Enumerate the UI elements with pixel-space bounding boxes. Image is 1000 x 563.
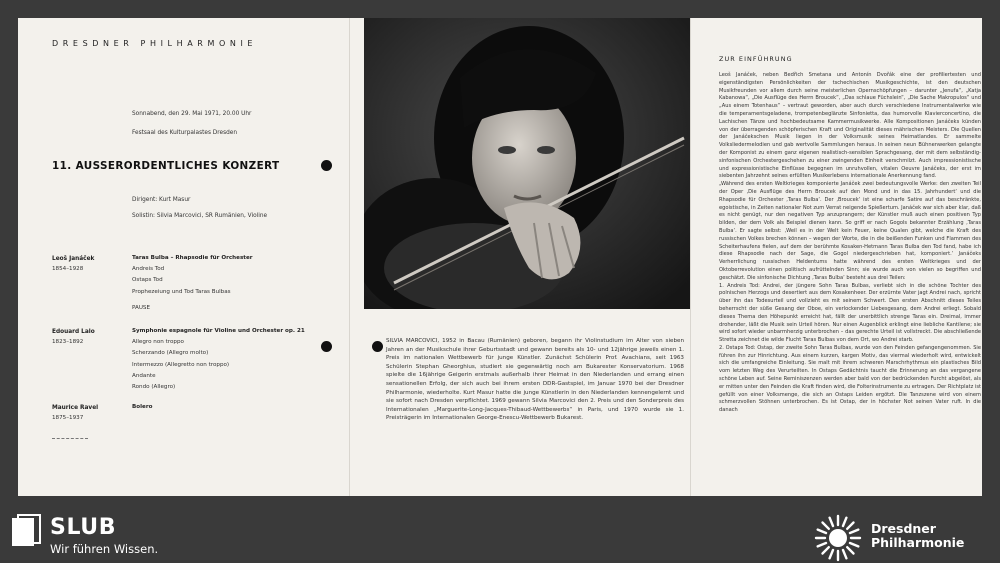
introduction-text (719, 72, 981, 415)
composer-years: 1875–1937 (52, 415, 84, 421)
philharmonie-name-line: Dresdner (871, 521, 936, 536)
concert-date: Sonnabend, den 29. Mai 1971, 20.00 Uhr (132, 111, 252, 117)
movement: Allegro non troppo (132, 339, 184, 346)
philharmonie-logo-name (871, 522, 996, 550)
soloist-photo (364, 18, 690, 309)
movement: Ostaps Tod (132, 277, 163, 284)
movement: Prophezeiung und Tod Taras Bulbas (132, 288, 231, 295)
work-title: Symphonie espagnole für Violine und Orchester op. 21 (132, 328, 305, 334)
movement: Andante (132, 372, 156, 379)
conductor-line: Dirigent: Kurt Masur (132, 197, 191, 203)
intro-paragraph: „Während des ersten Weltkrieges komponierte Janáček zwei bedeutungsvolle Werke: den zweiten Teil der Oper ‚Die Ausflüge des Herrn Broucek auf den Mond und in das 15. Jahrhundert‘ und die Rhapsodie für Orchester ‚Taras Bulba‘. Der ‚Broucek‘ ist eine scharfe Satire auf das beschränkte, egoistische, in Zeiten nationaler Not zum Verrat neigende Spießertum. Janáček war sich aber klar, daß es nicht genügt, nur den negativen Typ anzuprangern; der Künstler muß auch einen positiven Typ bilden, der dem Volk als Beispiel dienen kann. So griff er nach Gogols bekannter Erzählung ‚Taras Bulba‘. Er sagte selbst: ‚Weil es in der Welt kein Feuer, keine Qualen gibt, welche die Kraft des russischen Volkes brechen können – wegen der Worte, die in die beißenden Funken und Flammen des Scheiterhaufens fielen, auf dem der berühmte Kosaken-Hetmann Taras Bulba den Tod fand, habe ich diese Rhapsodie nach der Sage, die Gogol niedergeschrieben hat, komponiert.‘ Janáčeks Verherrlichung russischen Heldentums hatte während des ersten Weltkrieges und der Oktoberrevolution einen politisch aufrüttelnden Sinn; sie wurde auch von vielen so begriffen und geschätzt. Die sinfonische Dichtung ‚Taras Bulba‘ besteht aus drei Teilen: (719, 181, 981, 281)
work-title: Bolero (132, 404, 153, 410)
slub-book-icon (10, 514, 42, 548)
slub-logo-name: SLUB (50, 515, 117, 540)
work-title: Taras Bulba – Rhapsodie für Orchester (132, 255, 253, 261)
philharmonie-name-line: Philharmonie (871, 535, 965, 550)
movement: Scherzando (Allegro molto) (132, 350, 209, 357)
intermission-label: PAUSE (132, 305, 151, 311)
concert-venue: Festsaal des Kulturpalastes Dresden (132, 130, 238, 136)
soloist-line: Solistin: Silvia Marcovici, SR Rumänien, Violine (132, 213, 268, 219)
introduction-heading: ZUR EINFÜHRUNG (719, 55, 793, 63)
movement: Andreis Tod (132, 266, 165, 273)
intro-paragraph: Leoš Janáček, neben Bedřich Smetana und Antonín Dvořák eine der profiliertesten und eigenständigsten Persönlichkeiten der tschechischen Musikgeschichte, ist den deutschen Musikfreunden vor allem durch seine meisterlichen Opernschöpfungen – darunter „Jenufa“, „Katja Kabanowa“, „Die Ausflüge des Herrn Broucek“, „Das schlaue Füchslein“, „Die Sache Makropulos“ und „Aus einem Totenhaus“ – vertraut geworden, aber auch durch verschiedene Instrumentalwerke wie die temperamentsgeladene, trompetenbeglänzte Sinfonietta, das humorvolle Klavierconcertino, die Lachischen Tänze und hochbedeutsame Kammermusikwerke. Alle Kompositionen Janáčeks künden von der überragenden schöpferischen Kraft und Originalität dieses mährischen Meisters. Die Quellen der Janáčekschen Musik liegen in der Volksmusik seines Heimatlandes. Er sammelte Volksliedermelodien und gab wertvolle Sammlungen heraus. In seinen neun Bühnenwerken gelangte der Komponist zu einem ganz eigenen realistisch-sensiblen Sprachgesang, der mit dem selbständig-sinfonischen Orchestergeschehen zu einer zwingenden Einheit verschmilzt. Auch impressionistische und expressionistische Einflüsse begegnen im unruhvollen, vitalen Oeuvre Janáčeks, der erst im siebenten Jahrzehnt seines erfüllten Musikerlebens internationale Anerkennung fand. (719, 72, 981, 180)
orchestra-name: DRESDNER PHILHARMONIE (52, 39, 258, 48)
composer-years: 1823–1892 (52, 339, 84, 345)
punch-hole (321, 160, 332, 171)
dotted-rule (52, 438, 88, 439)
program-work (132, 326, 322, 393)
fold-line (349, 18, 350, 496)
intro-paragraph: 1. Andreis Tod: Andrei, der jüngere Sohn Taras Bulbas, verliebt sich in die schöne Tochter des polnischen Herzogs und desertiert aus dem Kosakenheer. Der erzürnte Vater jagt Andrei nach, spricht über ihn das Todesurteil und vollzieht es mit seinem Schwert. Den ersten Abschnitt dieses Teiles beherrscht der süße Gesang der Oboe, ein verlockender Liebesgesang, dem Andrei erliegt. Sobald dieses Thema den Höhepunkt erreicht hat, fällt der unerbittlich strenge Taras ein. Dreimal, immer drohender, läßt die Musik sein Urteil hören. Nur einen Augenblick erklingt eine liebliche Kantilene; sie wird sofort wieder unbarmherzig unterbrochen – das gerechte Urteil ist vollstreckt. Die abschließende Stretta zeichnet die wilde Flucht Taras Bulbas von dem Ort, wo Andrei starb. (719, 282, 981, 344)
punch-hole (321, 341, 332, 352)
concert-title: 11. AUSSERORDENTLICHES KONZERT (52, 160, 280, 172)
composer-name: Edouard Lalo (52, 329, 95, 335)
composer-name: Leoš Janáček (52, 256, 95, 262)
violinist-portrait-image (364, 18, 690, 309)
composer-name: Maurice Ravel (52, 405, 99, 411)
slub-tagline: Wir führen Wissen. (50, 542, 159, 556)
fold-line (690, 18, 691, 496)
movement: Intermezzo (Allegretto non troppo) (132, 361, 230, 368)
philharmonie-sunburst-icon (814, 514, 862, 562)
intro-paragraph: 2. Ostaps Tod: Ostap, der zweite Sohn Taras Bulbas, wurde von den Feinden gefangengenommen. Sie führen ihn zur Hinrichtung. Aus einem kurzen, kargen Motiv, das viermal wiederholt wird, entwickelt sich die umfangreiche Einleitung. Sie malt mit ihrem schweren Marschrhythmus ein plastisches Bild vom letzten Weg des Verurteilten. In Ostaps Gedächtnis taucht die Erinnerung an das vergangene schöne Leben auf. Seine Reminiszenzen werden aber bald von der bedrückenden Furcht abgelöst, als er mitten unter den Feinden die Kraft finden wird, die Folterinstrumente zu ertragen. Der Richtplatz ist gefüllt von einer Volksmenge, die sich an Ostaps Leiden ergötzt. Die Tanzszene wird von einem schmerzvollen Stöhnen unterbrochen. Es ist Ostap, der in höchster Not seinen Vater ruft. In die danach (719, 344, 981, 414)
soloist-biography: SILVIA MARCOVICI, 1952 in Bacau (Rumänien) geboren, begann ihr Violinstudium im Alter von sieben Jahren an der Musikschule ihrer Geburtsstadt und gewann bereits als 10- und 12jährige jeweils einen 1. Preis im nationalen Wettbewerb für junge Künstler. Zunächst Schülerin Prof. Avachians, seit 1963 Schülerin Stephan Gheorghius, studiert sie gegenwärtig noch am Bukarester Konservatorium. 1968 spielte die 16jährige Geigerin erstmals außerhalb ihrer Heimat in den Niederlanden und errang einen sensationellen Erfolg, der sich auch bei ihrem ersten DDR-Gastspiel, im Januar 1970 bei der Dresdner Philharmonie, wiederholte. Kurt Masur hatte die junge Künstlerin in den Niederlanden kennengelernt und sie sofort nach Dresden verpflichtet. 1969 gewann Silvia Marcovici den 2. Preis und den Sonderpreis des Internationalen „Marguerite-Long-Jacques-Thibaud-Wettbewerbs“ in Paris, und 1970 wurde sie 1. Preisträgerin im Internationalen George-Enescu-Wettbewerb Bukarest. (386, 338, 684, 422)
program-work (132, 402, 322, 413)
program-work (132, 253, 322, 298)
composer-years: 1854–1928 (52, 266, 84, 272)
movement: Rondo (Allegro) (132, 384, 176, 391)
punch-hole (372, 341, 383, 352)
